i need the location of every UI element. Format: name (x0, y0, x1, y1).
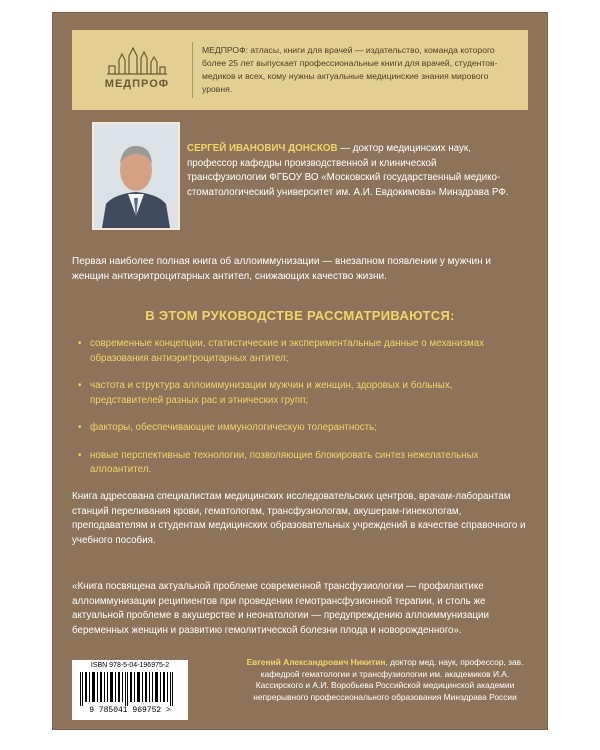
barcode-bars-icon (78, 672, 182, 706)
author-photo (92, 122, 180, 230)
publisher-banner (72, 30, 528, 110)
publisher-logo-text: МЕДПРОФ (104, 78, 170, 90)
topic-text: современные концепции, статистические и экспериментальные данные о механизмах образования антиэритроцитарных антител; (90, 338, 485, 364)
section-title: В ЭТОМ РУКОВОДСТВЕ РАССМАТРИВАЮТСЯ: (145, 308, 455, 323)
kremlin-skyline-icon (107, 44, 167, 76)
list-item (78, 449, 528, 478)
bullet-icon: • (78, 338, 82, 349)
reviewer-name: Евгений Александрович Никитин (246, 657, 386, 667)
isbn-label: ISBN 978-5-04-196975-2 (90, 662, 170, 669)
author-bio (187, 142, 517, 200)
audience-paragraph: Книга адресована специалистам медицинских исследовательских центров, врачам-лаборантам станций переливания крови, гематологам, трансфузиологам, акушерам-гинекологам, преподавателям и студентам медицинских образовательных учреждений в качестве справочного и учебного пособия. (72, 491, 526, 546)
author-bio-text: — доктор медицинских наук, профессор кафедры производственной и клинической трансфузиологии ФГБОУ ВО «Московский государственный медико-стоматологический университет им. А.И. Евдокимова» Минздрава РФ. (187, 143, 509, 198)
publisher-logo (94, 44, 180, 98)
list-item (78, 337, 528, 366)
author-portrait-image (94, 124, 178, 228)
divider (192, 42, 193, 98)
book-back-cover (52, 12, 548, 730)
list-item (78, 421, 528, 436)
list-item (78, 379, 528, 408)
topic-text: факторы, обеспечивающие иммунологическую толерантность; (90, 422, 377, 433)
publisher-description: МЕДПРОФ: атласы, книги для врачей — издательство, команда которого более 25 лет выпускает профессиональные книги для врачей, студентов-медиков и всех, кому нужны актуальные медицинские знания мирового уровня. (202, 45, 498, 94)
topic-text: частота и структура аллоиммунизации мужчин и женщин, здоровых и больных, представителей разных рас и этнических групп; (90, 380, 453, 406)
reviewer-credentials: , доктор мед. наук, профессор, зав. кафедрой гематологии и трансфузиологии им. академиков И.А. Кассирского и А.И. Воробьева Российской медицинской академии непрерывного профессионального образования Минздрава России (253, 657, 524, 702)
topic-text: новые перспективные технологии, позволяющие блокировать синтез нежелательных аллоантител. (90, 449, 479, 475)
author-name: СЕРГЕЙ ИВАНОВИЧ ДОНСКОВ (187, 143, 338, 154)
bullet-icon: • (78, 422, 82, 433)
reviewer-signature (242, 657, 528, 703)
book-intro: Первая наиболее полная книга об аллоиммунизации — внезапном появлении у мужчин и женщин антиэритроцитарных антител, снижающих качество жизни. (72, 256, 491, 282)
review-quote: «Книга посвящена актуальной проблеме современной трансфузиологии — профилактике аллоиммунизации реципиентов при проведении гемотрансфузионной терапии, и столь же актуальной проблеме в акушерстве и неонатологии — предупреждению аллоиммунизации беременных женщин и развитию гемолитической болезни плода и новорожденного». (72, 581, 489, 636)
barcode (72, 660, 188, 720)
topics-list (78, 337, 528, 491)
barcode-digits: 9 785041 969752 > (89, 706, 171, 715)
bullet-icon: • (78, 449, 82, 461)
bullet-icon: • (78, 380, 82, 391)
